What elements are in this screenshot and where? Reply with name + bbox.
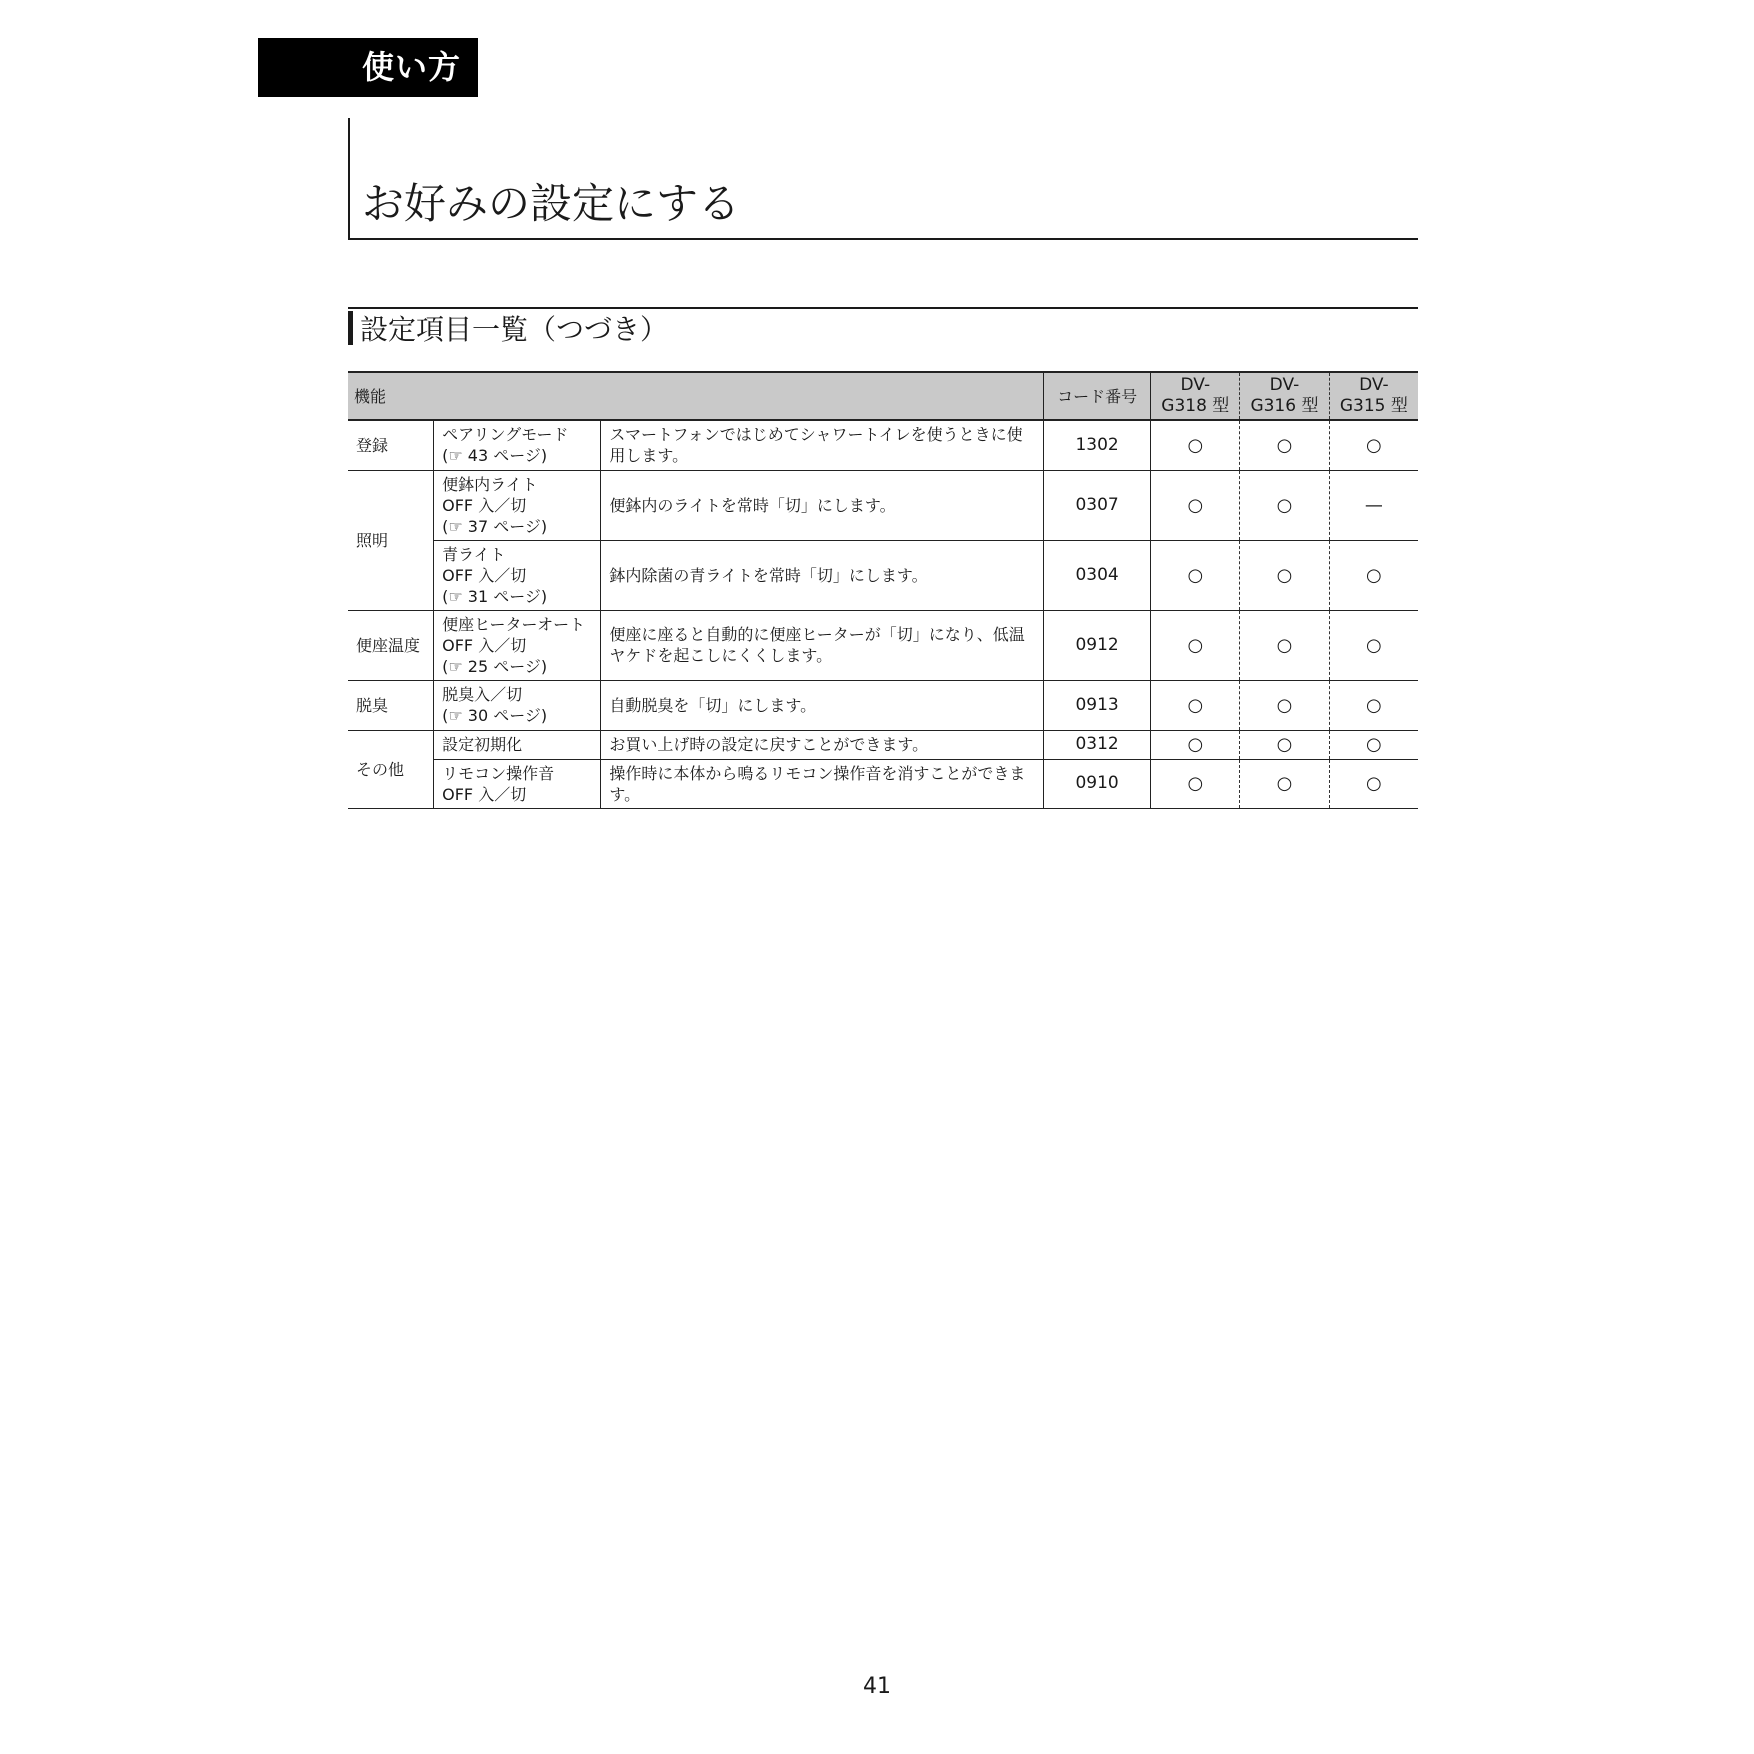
mark-cell-g318: ○: [1151, 420, 1240, 470]
description-cell: [601, 759, 1043, 808]
header-model-g318: [1151, 372, 1240, 420]
page-title: お好みの設定にする: [362, 179, 741, 228]
subheading: 設定項目一覧（つづき）: [360, 313, 669, 346]
description-text: 自動脱臭を「切」にします。: [609, 695, 817, 715]
item-cell: [434, 680, 601, 730]
title-rule-horizontal: [348, 238, 1418, 240]
mark-cell-g315: ○: [1329, 680, 1418, 730]
item-line: 設定初期化: [442, 735, 523, 754]
code-cell: 1302: [1043, 420, 1151, 470]
item-line: 脱臭入／切: [442, 685, 523, 704]
settings-table: [348, 371, 1418, 809]
item-line: (☞ 43 ページ): [442, 446, 548, 466]
item-line: (☞ 30 ページ): [442, 706, 548, 725]
mark-cell-g318: ○: [1151, 730, 1240, 759]
mark-cell-g315: ○: [1329, 730, 1418, 759]
item-cell: [434, 759, 601, 808]
item-line: (☞ 37 ページ): [442, 516, 548, 536]
mark-cell-g318: ○: [1151, 759, 1240, 808]
item-cell: [434, 470, 601, 540]
mark-cell-g315: ○: [1329, 610, 1418, 680]
category-cell: 脱臭: [348, 680, 434, 730]
subheading-marker: [348, 311, 353, 345]
mark-cell-g316: ○: [1240, 759, 1330, 808]
description-cell: [601, 540, 1043, 610]
item-cell: [434, 540, 601, 610]
category-cell: 便座温度: [348, 610, 434, 680]
description-cell: [601, 680, 1043, 730]
code-cell: 0913: [1043, 680, 1151, 730]
table-row: [348, 759, 1418, 808]
title-rule-vertical: [348, 118, 350, 240]
page-number: 41: [863, 1674, 891, 1699]
item-line: OFF 入／切: [442, 635, 527, 655]
table-row: [348, 470, 1418, 540]
mark-cell-g318: ○: [1151, 680, 1240, 730]
item-line: OFF 入／切: [442, 784, 527, 804]
mark-cell-g316: ○: [1240, 730, 1330, 759]
item-line: 便座ヒーターオート: [442, 614, 586, 634]
category-cell: その他: [348, 730, 434, 808]
item-line: (☞ 31 ページ): [442, 586, 548, 606]
item-cell: [434, 730, 601, 759]
description-text: 鉢内除菌の青ライトを常時「切」にします。: [609, 565, 928, 585]
item-line: OFF 入／切: [442, 495, 527, 515]
header-feature: 機能: [348, 372, 1043, 420]
mark-cell-g316: ○: [1240, 540, 1330, 610]
header-code: コード番号: [1043, 372, 1151, 420]
table-row: [348, 420, 1418, 470]
mark-cell-g315: ○: [1329, 540, 1418, 610]
header-model-g316: [1240, 372, 1330, 420]
header-row: [348, 372, 1418, 420]
model-line1: DV-: [1180, 375, 1211, 395]
description-text: 便鉢内のライトを常時「切」にします。: [609, 495, 896, 515]
mark-cell-g316: ○: [1240, 420, 1330, 470]
item-line: OFF 入／切: [442, 565, 527, 585]
description-text: スマートフォンではじめてシャワートイレを使うときに使用します。: [609, 425, 1023, 466]
mark-cell-g315: ○: [1329, 420, 1418, 470]
item-line: (☞ 25 ページ): [442, 656, 548, 676]
mark-cell-g316: ○: [1240, 610, 1330, 680]
description-text: お買い上げ時の設定に戻すことができます。: [609, 735, 929, 754]
description-cell: [601, 610, 1043, 680]
code-cell: 0307: [1043, 470, 1151, 540]
item-line: ペアリングモード: [442, 425, 569, 445]
table-row: [348, 610, 1418, 680]
mark-cell-g316: ○: [1240, 680, 1330, 730]
header-model-g315: [1329, 372, 1418, 420]
code-cell: 0304: [1043, 540, 1151, 610]
mark-cell-g315: —: [1329, 470, 1418, 540]
model-line2: G316 型: [1250, 396, 1319, 416]
model-line2: G315 型: [1339, 396, 1408, 416]
item-line: リモコン操作音: [442, 763, 555, 783]
mark-cell-g318: ○: [1151, 470, 1240, 540]
code-cell: 0312: [1043, 730, 1151, 759]
table-row: [348, 680, 1418, 730]
code-cell: 0912: [1043, 610, 1151, 680]
table-row: [348, 730, 1418, 759]
description-cell: [601, 420, 1043, 470]
item-cell: [434, 610, 601, 680]
section-tab: 使い方: [258, 38, 478, 97]
mark-cell-g315: ○: [1329, 759, 1418, 808]
table-row: [348, 540, 1418, 610]
category-cell: 登録: [348, 420, 434, 470]
subheading-rule: [348, 307, 1418, 309]
description-text: 便座に座ると自動的に便座ヒーターが「切」になり、低温ヤケドを起こしにくくします。: [609, 625, 1025, 665]
description-text: 操作時に本体から鳴るリモコン操作音を消すことができます。: [609, 763, 1026, 804]
mark-cell-g316: ○: [1240, 470, 1330, 540]
mark-cell-g318: ○: [1151, 540, 1240, 610]
category-cell: 照明: [348, 470, 434, 610]
model-line2: G318 型: [1161, 396, 1230, 416]
model-line1: DV-: [1359, 375, 1389, 395]
model-line1: DV-: [1269, 375, 1300, 395]
item-cell: [434, 420, 601, 470]
description-cell: [601, 730, 1043, 759]
mark-cell-g318: ○: [1151, 610, 1240, 680]
code-cell: 0910: [1043, 759, 1151, 808]
item-line: 青ライト: [442, 544, 506, 564]
description-cell: [601, 470, 1043, 540]
item-line: 便鉢内ライト: [442, 474, 538, 494]
